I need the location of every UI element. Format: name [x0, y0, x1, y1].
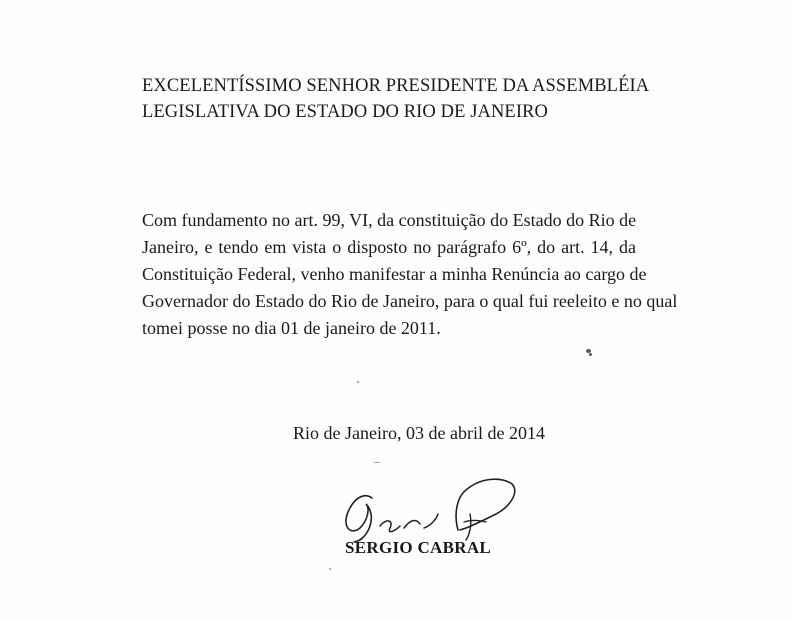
body-line-2: Janeiro, e tendo em vista o disposto no parágrafo 6º, do art. 14, da	[142, 237, 636, 257]
date-line: Rio de Janeiro, 03 de abril de 2014	[293, 423, 545, 443]
scan-speck	[589, 353, 592, 356]
scan-speck	[374, 462, 380, 463]
body-line-4: Governador do Estado do Rio de Janeiro, para o qual fui reeleito e no qual	[142, 291, 678, 311]
letter-header	[142, 73, 702, 125]
body-line-5: tomei posse no dia 01 de janeiro de 2011.	[142, 318, 441, 338]
signer-name: SÉRGIO CABRAL	[345, 538, 492, 557]
body-line-3: Constituição Federal, venho manifestar a minha Renúncia ao cargo de	[142, 264, 647, 284]
scan-speck	[357, 381, 359, 383]
scan-speck	[329, 568, 331, 570]
letter-body	[142, 207, 678, 342]
header-line-1: EXCELENTÍSSIMO SENHOR PRESIDENTE DA ASSEMBLÉIA	[142, 76, 650, 96]
header-line-2: LEGISLATIVA DO ESTADO DO RIO DE JANEIRO	[142, 102, 548, 122]
body-line-1: Com fundamento no art. 99, VI, da constituição do Estado do Rio de	[142, 210, 637, 230]
handwritten-signature	[320, 468, 540, 548]
